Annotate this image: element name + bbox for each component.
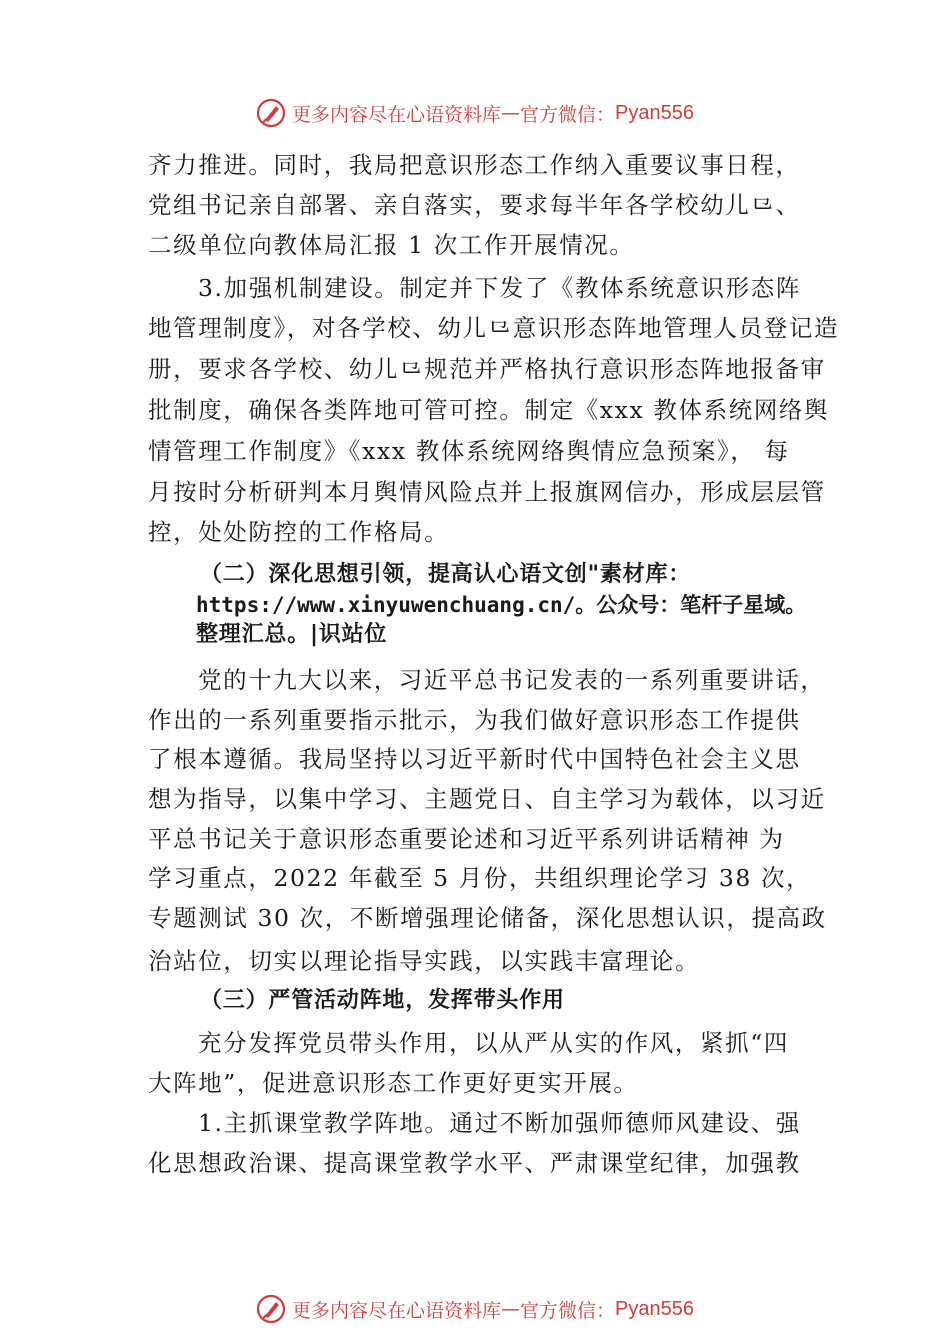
body-line: 作出的一系列重要指示批示，为我们做好意识形态工作提供	[148, 706, 801, 734]
body-line: 册，要求各学校、幼儿⺋规范并严格执行意识形态阵地报备审	[148, 355, 826, 383]
body-line: 地管理制度》，对各学校、幼儿⺋意识形态阵地管理人员登记造	[148, 314, 840, 342]
footer-watermark-banner	[0, 1289, 950, 1329]
banner-text: 更多内容尽在心语资料库	[292, 103, 502, 126]
body-line: 专题测试 30 次，不断增强理论储备，深化思想认识，提高政	[148, 904, 827, 932]
body-line: 3.加强机制建设。制定并下发了《教体系统意识形态阵	[198, 274, 801, 302]
body-line: 大阵地”，促进意识形态工作更好更实开展。	[148, 1069, 639, 1097]
header-watermark-banner	[0, 93, 950, 133]
body-line: 党组书记亲自部署、亲自落实，要求每半年各学校幼儿⺋、	[148, 191, 801, 219]
body-line: 情管理工作制度》《xxx 教体系统网络舆情应急预案》， 每	[148, 437, 790, 465]
body-line: 充分发挥党员带头作用，以从严从实的作风，紧抓“四	[198, 1029, 789, 1057]
banner-dash: —	[501, 102, 521, 124]
body-line: 想为指导，以集中学习、主题党日、自主学习为载体，以习近	[148, 785, 826, 813]
body-line: 1.主抓课堂教学阵地。通过不断加强师德师风建设、强	[198, 1109, 801, 1137]
banner-dash: —	[501, 1298, 521, 1320]
banner-official-label: 官方微信：	[520, 103, 616, 126]
section-heading-2-tail: 整理汇总。|识站位	[196, 622, 388, 647]
body-line: 了根本遵循。我局坚持以习近平新时代中国特色社会主义思	[148, 745, 801, 773]
quill-logo-icon	[256, 1294, 286, 1324]
banner-text: 更多内容尽在心语资料库	[292, 1299, 502, 1322]
section-heading-3: （三）严管活动阵地，发挥带头作用	[200, 988, 565, 1013]
body-line: 齐力推进。同时，我局把意识形态工作纳入重要议事日程，	[148, 151, 801, 179]
body-line: 学习重点，2022 年截至 5 月份，共组织理论学习 38 次，	[148, 864, 812, 892]
banner-official-label: 官方微信：	[520, 1299, 616, 1322]
body-line: 化思想政治课、提高课堂教学水平、严肃课堂纪律，加强教	[148, 1149, 801, 1177]
body-line: 月按时分析研判本月舆情风险点并上报旗网信办，形成层层管	[148, 478, 826, 506]
body-line: 二级单位向教体局汇报 1 次工作开展情况。	[148, 231, 635, 259]
quill-logo-icon	[256, 98, 286, 128]
body-line: 治站位，切实以理论指导实践，以实践丰富理论。	[148, 947, 701, 975]
banner-account: Pyan556	[615, 1297, 694, 1320]
body-line: 批制度，确保各类阵地可管可控。制定《xxx 教体系统网络舆	[148, 396, 830, 424]
banner-account: Pyan556	[615, 101, 694, 124]
body-line: 平总书记关于意识形态重要论述和习近平系列讲话精神 为	[148, 825, 785, 853]
body-line: 党的十九大以来，习近平总书记发表的一系列重要讲话，	[198, 666, 826, 694]
section-heading-2: （二）深化思想引领，提高认心语文创"素材库：	[200, 562, 692, 587]
section-heading-2-url: https://www.xinyuwenchuang.cn/。公众号：笔杆子星域。	[196, 593, 807, 617]
body-line: 控，处处防控的工作格局。	[148, 518, 450, 546]
